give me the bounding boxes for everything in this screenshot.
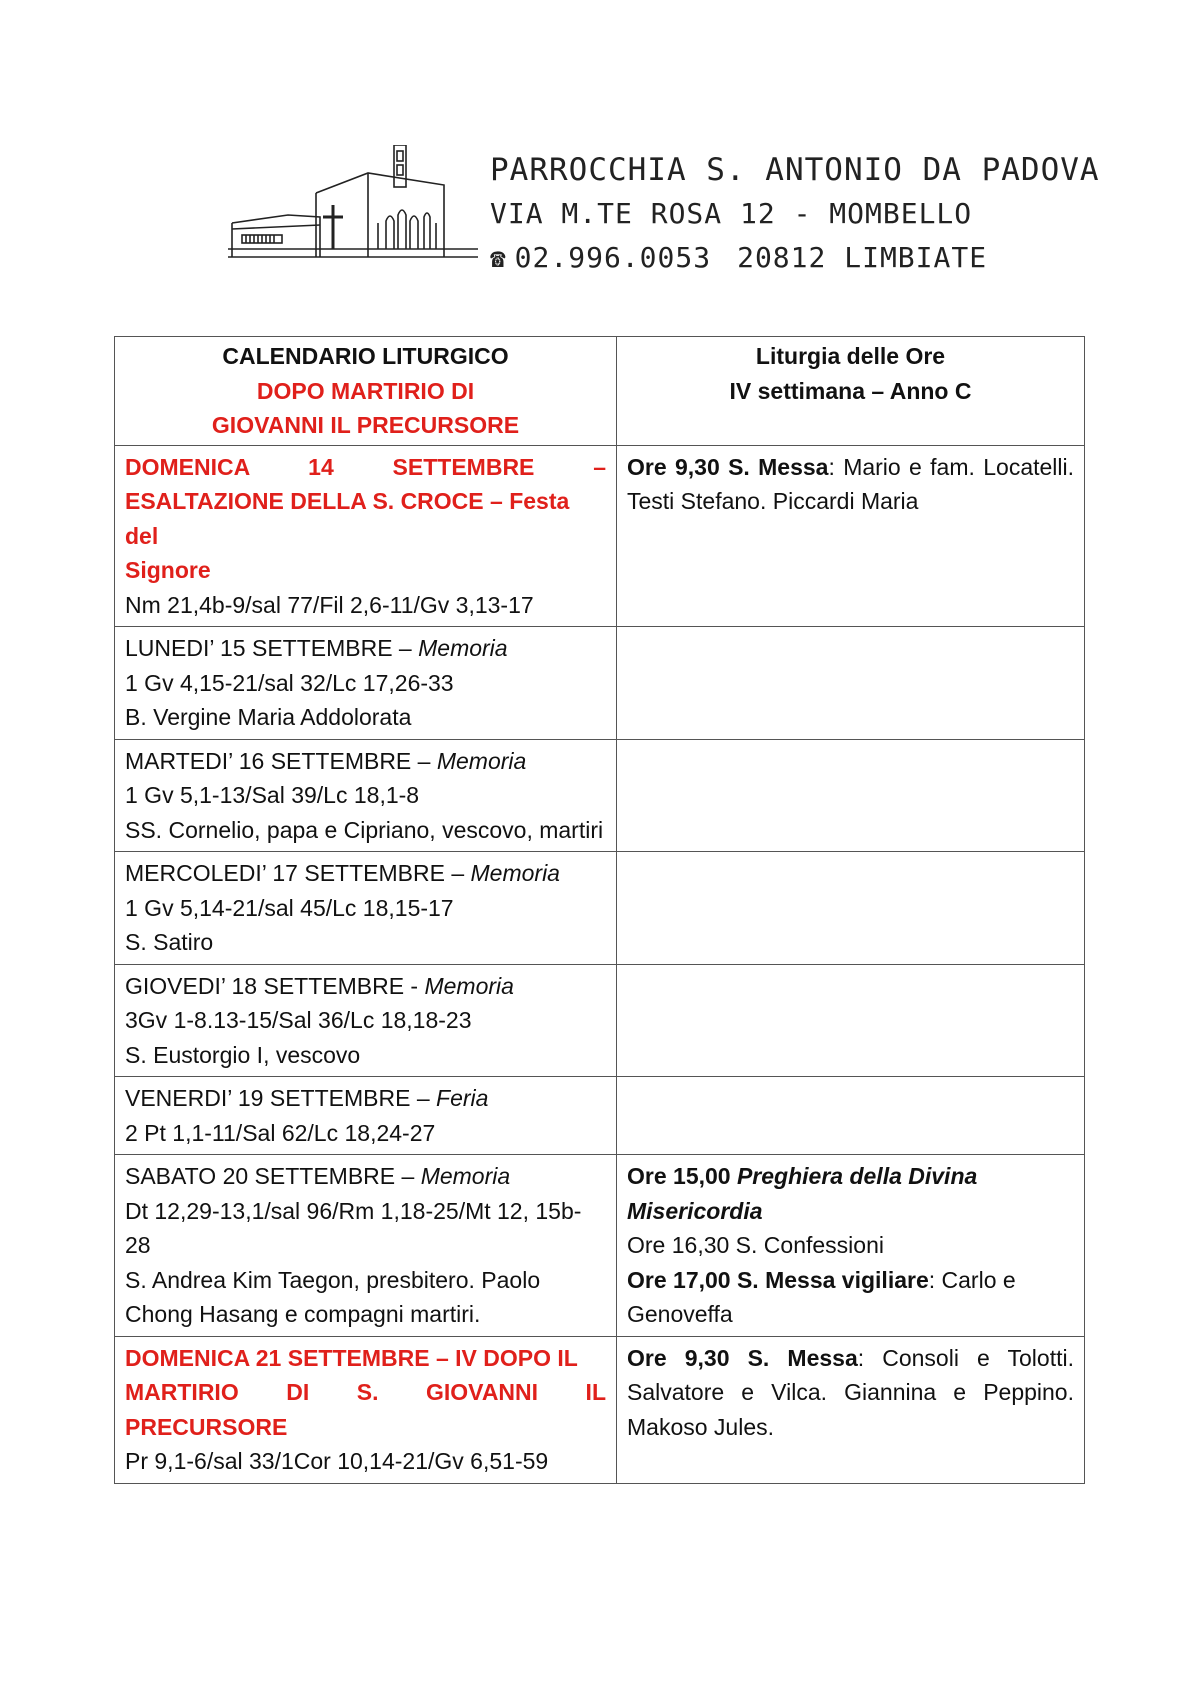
mass-cell [617, 1336, 1085, 1483]
day-cell [115, 1077, 617, 1155]
day-type: Feria [436, 1085, 489, 1111]
table-row [115, 1077, 1085, 1155]
parish-header [228, 140, 1100, 280]
day-readings: 1 Gv 4,15-21/sal 32/Lc 17,26-33 [125, 669, 454, 696]
day-title: SABATO 20 SETTEMBRE – [125, 1163, 421, 1189]
day-readings: 1 Gv 5,1-13/Sal 39/Lc 18,1-8 [125, 782, 420, 808]
mass-intentions: : Consoli e Tolotti. Salvatore e Vilca. Giannina e Peppino. Makoso Jules. [627, 1344, 1074, 1440]
mass-cell [617, 852, 1085, 965]
day-readings: 1 Gv 5,14-21/sal 45/Lc 18,15-17 [125, 894, 454, 921]
events-cell [617, 1155, 1085, 1337]
calendar-heading-sub2: GIOVANNI IL PRECURSORE [211, 412, 520, 438]
day-readings: 3Gv 1-8.13-15/Sal 36/Lc 18,18-23 [125, 1007, 472, 1033]
day-type: Memoria [424, 972, 514, 999]
day-saint: S. Eustorgio I, vescovo [125, 1041, 361, 1068]
mass-intentions: : Mario e fam. Locatelli. Testi Stefano. Piccardi Maria [627, 453, 1075, 514]
day-title: Signore [125, 557, 211, 583]
day-title: VENERDI’ 19 SETTEMBRE – [125, 1085, 437, 1111]
day-title: MARTEDI’ 16 SETTEMBRE – [125, 747, 437, 774]
table-row [115, 1155, 1085, 1337]
mass-time: Ore 9,30 S. Messa [627, 1344, 858, 1371]
mass-cell [617, 964, 1085, 1077]
liturgy-heading-title: Liturgia delle Ore [755, 343, 946, 369]
parish-address: VIA M.TE ROSA 12 - MOMBELLO [490, 197, 973, 230]
day-cell [115, 964, 617, 1077]
liturgical-calendar-table [114, 336, 1085, 1484]
day-readings: Nm 21,4b-9/sal 77/Fil 2,6-11/Gv 3,13-17 [125, 591, 534, 618]
day-saint: S. Andrea Kim Taegon, presbitero. Paolo Chong Hasang e compagni martiri. [125, 1266, 541, 1327]
day-cell [115, 1336, 617, 1483]
day-cell [115, 445, 617, 627]
mass-intentions: : Carlo e Genoveffa [627, 1266, 1016, 1327]
mass-cell [617, 627, 1085, 740]
event-confessions: Ore 16,30 S. Confessioni [627, 1232, 884, 1258]
event-time: Ore 15,00 [627, 1163, 737, 1189]
liturgy-heading [617, 337, 1085, 446]
day-cell [115, 739, 617, 852]
day-type: Memoria [420, 1163, 511, 1189]
day-readings: Pr 9,1-6/sal 33/1Cor 10,14-21/Gv 6,51-59 [125, 1448, 549, 1474]
day-type: Memoria [418, 635, 508, 661]
church-logo-icon [228, 145, 483, 275]
day-readings: Dt 12,29-13,1/sal 96/Rm 1,18-25/Mt 12, 15b-28 [125, 1197, 582, 1258]
parish-contact [490, 236, 1100, 281]
day-title: PRECURSORE [125, 1413, 288, 1440]
day-saint: S. Satiro [125, 929, 214, 955]
parish-phone: 02.996.0053 [514, 241, 712, 274]
table-row [115, 627, 1085, 740]
day-type: Memoria [470, 860, 560, 886]
calendar-heading-title: CALENDARIO LITURGICO [222, 343, 509, 369]
table-row [115, 1336, 1085, 1483]
parish-name: PARROCCHIA S. ANTONIO DA PADOVA [490, 152, 1100, 188]
parish-info [490, 148, 1100, 281]
day-readings: 2 Pt 1,1-11/Sal 62/Lc 18,24-27 [125, 1119, 436, 1146]
table-row [115, 852, 1085, 965]
mass-time: Ore 17,00 S. Messa vigiliare [627, 1266, 929, 1293]
day-saint: SS. Cornelio, papa e Cipriano, vescovo, martiri [125, 816, 604, 843]
table-row [115, 445, 1085, 627]
day-cell [115, 852, 617, 965]
day-saint: B. Vergine Maria Addolorata [125, 704, 412, 730]
mass-time: Ore 9,30 S. Messa [627, 453, 829, 480]
calendar-heading [115, 337, 617, 446]
liturgy-heading-sub: IV settimana – Anno C [729, 377, 972, 404]
table-row [115, 739, 1085, 852]
day-title: ESALTAZIONE DELLA S. CROCE – Festa del [125, 488, 570, 549]
day-title: MARTIRIO DI S. GIOVANNI IL [125, 1379, 606, 1405]
day-title: GIOVEDI’ 18 SETTEMBRE - [125, 972, 425, 999]
day-cell [115, 1155, 617, 1337]
day-cell [115, 627, 617, 740]
day-type: Memoria [436, 747, 527, 774]
day-title: DOMENICA 14 SETTEMBRE – [125, 453, 606, 480]
mass-cell [617, 445, 1085, 627]
calendar-heading-sub1: DOPO MARTIRIO DI [256, 377, 475, 404]
mass-cell [617, 739, 1085, 852]
mass-cell [617, 1077, 1085, 1155]
phone-icon: ☎ [490, 244, 507, 274]
day-title: LUNEDI’ 15 SETTEMBRE – [125, 635, 419, 661]
day-title: DOMENICA 21 SETTEMBRE – IV DOPO IL [125, 1344, 578, 1371]
parish-city: 20812 LIMBIATE [737, 241, 988, 274]
table-header-row [115, 337, 1085, 446]
table-row [115, 964, 1085, 1077]
day-title: MERCOLEDI’ 17 SETTEMBRE – [125, 860, 471, 886]
event-title: Preghiera della Divina Misericordia [627, 1163, 978, 1224]
